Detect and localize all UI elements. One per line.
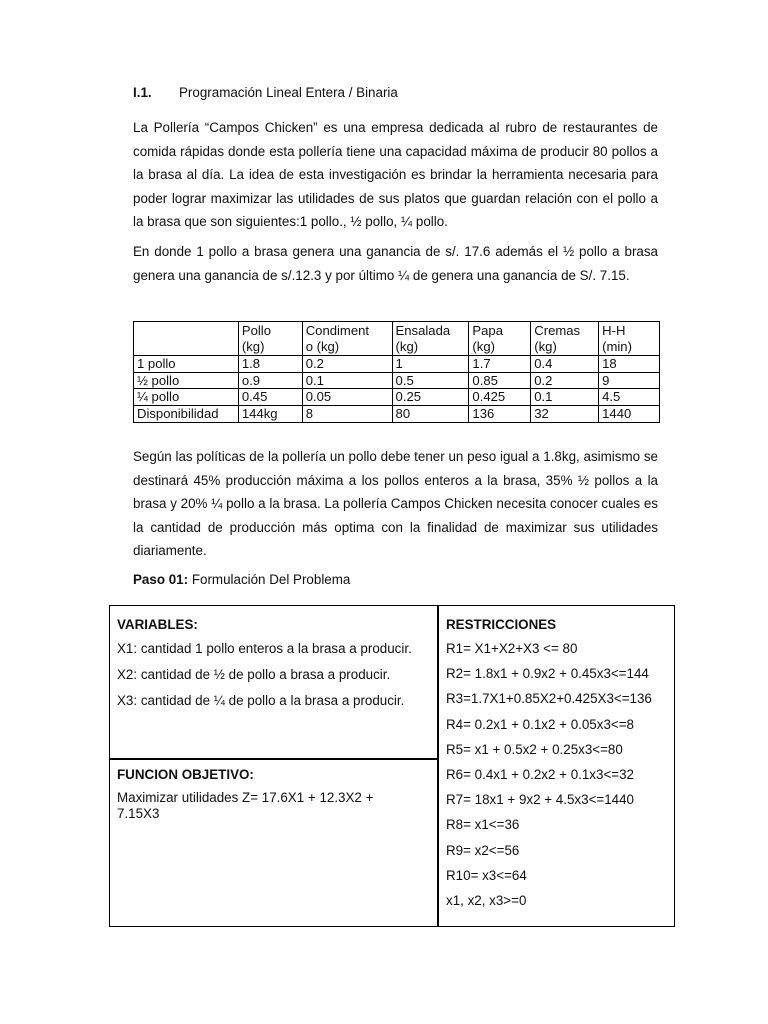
section-number: I.1. bbox=[133, 85, 152, 100]
step-label: Paso 01: bbox=[133, 572, 189, 587]
table-header-cell: Papa (kg) bbox=[469, 322, 531, 356]
table-header-cell: Cremas (kg) bbox=[531, 322, 599, 356]
table-header-row bbox=[134, 322, 660, 356]
restriction-line: R8= x1<=36 bbox=[446, 817, 520, 833]
table-cell: 0.2 bbox=[302, 356, 392, 373]
table-cell: 0.25 bbox=[392, 389, 469, 406]
restriction-line: R5= x1 + 0.5x2 + 0.25x3<=80 bbox=[446, 741, 623, 757]
restriction-line: R4= 0.2x1 + 0.1x2 + 0.05x3<=8 bbox=[446, 716, 634, 732]
policies-paragraph: Según las políticas de la pollería un pollo debe tener un peso igual a 1.8kg, asimismo se destinará 45% producción máxima a los pollos enteros a la brasa, 35% ½ pollos a la brasa y 20% ¼ pollo a la brasa. La pollería Campos Chicken necesita conocer cuales es la cantidad de producción más optima con la finalidad de maximizar sus utilidades diariamente. bbox=[133, 449, 658, 559]
vertical-divider bbox=[437, 606, 439, 926]
restriction-line: R6= 0.4x1 + 0.2x2 + 0.1x3<=32 bbox=[446, 766, 634, 782]
table-row bbox=[134, 356, 660, 373]
table-cell: 4.5 bbox=[599, 389, 660, 406]
table-cell: 0.45 bbox=[238, 389, 302, 406]
restrictions-section bbox=[446, 616, 674, 917]
horizontal-divider bbox=[110, 758, 438, 760]
objective-section bbox=[117, 766, 417, 821]
step-heading bbox=[133, 572, 350, 587]
restriction-line: x1, x2, x3>=0 bbox=[446, 892, 527, 908]
table-header-cell: Condiment o (kg) bbox=[302, 322, 392, 356]
table-cell: 0.1 bbox=[531, 389, 599, 406]
restrictions-title: RESTRICCIONES bbox=[446, 617, 557, 632]
section-title: Programación Lineal Entera / Binaria bbox=[179, 85, 398, 100]
restriction-line: R10= x3<=64 bbox=[446, 867, 527, 883]
variables-title: VARIABLES: bbox=[117, 617, 198, 632]
table-cell: 144kg bbox=[238, 405, 302, 422]
table-cell: 136 bbox=[469, 405, 531, 422]
table-cell: ½ pollo bbox=[134, 372, 239, 389]
objective-title: FUNCION OBJETIVO: bbox=[117, 767, 254, 782]
table-cell: 80 bbox=[392, 405, 469, 422]
table-cell: 8 bbox=[302, 405, 392, 422]
table-cell: 0.85 bbox=[469, 372, 531, 389]
table-cell: o.9 bbox=[238, 372, 302, 389]
table-cell: 18 bbox=[599, 356, 660, 373]
restriction-line: R3=1.7X1+0.85X2+0.425X3<=136 bbox=[446, 691, 652, 707]
step-title: Formulación Del Problema bbox=[191, 572, 351, 587]
table-cell: ¼ pollo bbox=[134, 389, 239, 406]
variable-line: X1: cantidad 1 pollo enteros a la brasa a producir. bbox=[117, 641, 412, 656]
intro-paragraph: La Pollería “Campos Chicken” es una empresa dedicada al rubro de restaurantes de comida rápidas donde esta pollería tiene una capacidad máxima de producir 80 pollos a la brasa al día. La idea de esta investigación es brindar la herramienta necesaria para poder lograr maximizar las utilidades de sus platos que guardan relación con el pollo a la brasa que son siguientes:1 pollo., ½ pollo, ¼ pollo. bbox=[133, 120, 658, 230]
table-cell: 1.7 bbox=[469, 356, 531, 373]
resources-table bbox=[133, 321, 660, 423]
table-cell: 0.1 bbox=[302, 372, 392, 389]
profit-paragraph: En donde 1 pollo a brasa genera una ganancia de s/. 17.6 además el ½ pollo a brasa genera una ganancia de s/.12.3 y por último ¼ de genera una ganancia de S/. 7.15. bbox=[133, 244, 658, 283]
table-cell: 0.2 bbox=[531, 372, 599, 389]
table-cell: 1.8 bbox=[238, 356, 302, 373]
table-cell: Disponibilidad bbox=[134, 405, 239, 422]
restriction-line: R2= 1.8x1 + 0.9x2 + 0.45x3<=144 bbox=[446, 666, 649, 682]
table-cell: 0.425 bbox=[469, 389, 531, 406]
table-cell: 32 bbox=[531, 405, 599, 422]
table-cell: 0.4 bbox=[531, 356, 599, 373]
table-header-cell bbox=[134, 322, 239, 356]
table-cell: 1 pollo bbox=[134, 356, 239, 373]
table-cell: 0.05 bbox=[302, 389, 392, 406]
table-header-cell: Ensalada (kg) bbox=[392, 322, 469, 356]
table-cell: 9 bbox=[599, 372, 660, 389]
table-row bbox=[134, 389, 660, 406]
variable-line: X2: cantidad de ½ de pollo a brasa a producir. bbox=[117, 667, 391, 682]
table-row bbox=[134, 372, 660, 389]
table-cell: 1 bbox=[392, 356, 469, 373]
variable-line: X3: cantidad de ¼ de pollo a la brasa a producir. bbox=[117, 693, 405, 708]
restriction-line: R9= x2<=56 bbox=[446, 842, 520, 858]
restriction-line: R1= X1+X2+X3 <= 80 bbox=[446, 641, 578, 656]
section-heading bbox=[133, 85, 398, 100]
table-row bbox=[134, 405, 660, 422]
objective-line: 7.15X3 bbox=[117, 805, 160, 821]
table-cell: 1440 bbox=[599, 405, 660, 422]
variables-section bbox=[117, 616, 435, 718]
table-header-cell: Pollo (kg) bbox=[238, 322, 302, 356]
objective-line: Maximizar utilidades Z= 17.6X1 + 12.3X2 + bbox=[117, 790, 374, 805]
restriction-line: R7= 18x1 + 9x2 + 4.5x3<=1440 bbox=[446, 792, 634, 808]
formulation-box bbox=[109, 605, 675, 927]
table-cell: 0.5 bbox=[392, 372, 469, 389]
table-header-cell: H-H (min) bbox=[599, 322, 660, 356]
